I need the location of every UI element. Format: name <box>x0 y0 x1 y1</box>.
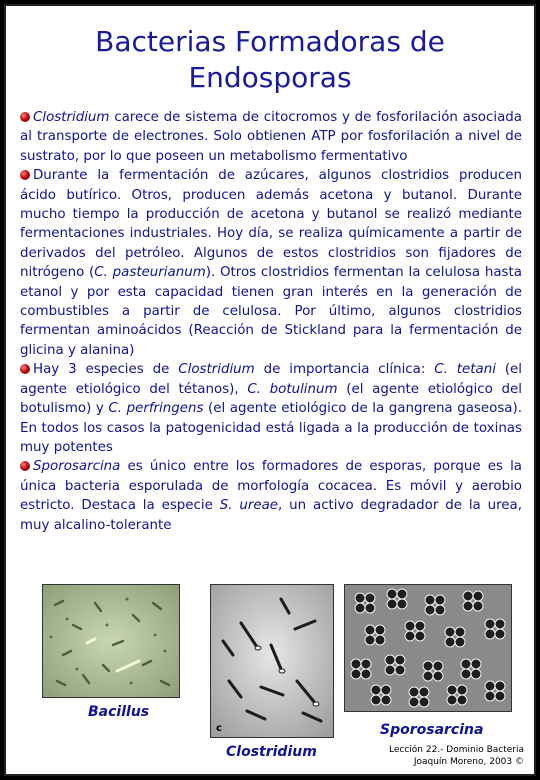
credit-author: Joaquín Moreno, 2003 © <box>413 757 524 767</box>
species-name: C. pasteurianum <box>94 265 206 281</box>
paragraph-text: Hay 3 especies de <box>33 362 179 378</box>
sporosarcina-micrograph-image <box>345 585 511 711</box>
paragraph-text: (el agente etiológico del botulismo) y <box>20 381 522 417</box>
species-name: S. ureae <box>219 498 279 514</box>
page-title <box>6 24 534 96</box>
species-name: C. botulinum <box>247 381 338 397</box>
sporosarcina-caption: Sporosarcina <box>380 722 484 738</box>
slide-page <box>4 4 536 776</box>
paragraph-text: carece de sistema de citocromos y de fosforilación asociada al transporte de electrones. Solo obtienen ATP por fosforilación a nivel de sustrato, por lo que poseen un metabolismo fermentativo <box>20 110 522 164</box>
species-name: Sporosarcina <box>33 459 121 475</box>
paragraph-text: (el agente etiológico de la gangrena gaseosa). En todos los casos la patogenicidad está ligada a la producción de toxinas muy potentes <box>20 401 522 455</box>
body-text <box>20 108 522 535</box>
species-name: Clostridium <box>33 110 110 125</box>
paragraph-clinical-species <box>20 360 522 457</box>
paragraph-text: , un activo degradador de la urea, muy alcalino-tolerante <box>20 498 523 533</box>
credit-lesson: Lección 22.- Dominio Bacteria <box>389 745 524 755</box>
species-name: Clostridium <box>178 362 255 378</box>
paragraph-text: es único entre los formadores de esporas, porque es la única bacteria esporulada de morfología cocacea. Es móvil y aerobio estricto. Destaca la especie <box>20 459 522 514</box>
paragraph-fermentation <box>20 166 522 360</box>
bacillus-caption: Bacillus <box>88 704 150 720</box>
species-name: C. perfringens <box>108 401 204 417</box>
paragraph-clostridium-metabolism <box>20 108 522 166</box>
paragraph-text: ). Otros clostridios fermentan la celulosa hasta etanol y por esta capacidad tienen gran interés en la generación de combustibles a partir de celulosa. Por último, algunos clostridios fermentan aminoácidos (Reacción de Stickland para la fermentación de glicina y alanina) <box>20 265 522 358</box>
clostridium-micrograph-image <box>211 585 333 737</box>
title-line-1: Bacterias Formadoras de <box>95 25 445 58</box>
title-line-2: Endosporas <box>188 61 352 94</box>
red-sphere-bullet-icon <box>20 461 30 471</box>
panel-letter: c <box>216 723 222 734</box>
clostridium-micrograph <box>210 584 334 738</box>
credit <box>389 744 524 768</box>
paragraph-text: (el agente etiológico del tétanos), <box>20 362 523 397</box>
paragraph-text: Durante la fermentación de azúcares, algunos clostridios producen ácido butírico. Otros, producen además acetona y butanol. Durante mucho tiempo la producción de acetona y butanol se realizó mediante fermentaciones industriales. Hoy día, se realiza químicamente a partir de derivados del petróleo. Algunos de estos clostridios son fijadores de nitrógeno ( <box>20 168 522 281</box>
clostridium-caption: Clostridium <box>226 744 317 760</box>
paragraph-sporosarcina <box>20 457 522 535</box>
red-sphere-bullet-icon <box>20 170 30 180</box>
bacillus-micrograph-image <box>43 585 179 697</box>
sporosarcina-micrograph <box>344 584 512 712</box>
paragraph-text: de importancia clínica: <box>254 362 435 378</box>
red-sphere-bullet-icon <box>20 364 30 374</box>
red-sphere-bullet-icon <box>20 112 30 122</box>
bacillus-micrograph <box>42 584 180 698</box>
species-name: C. tetani <box>434 362 496 378</box>
